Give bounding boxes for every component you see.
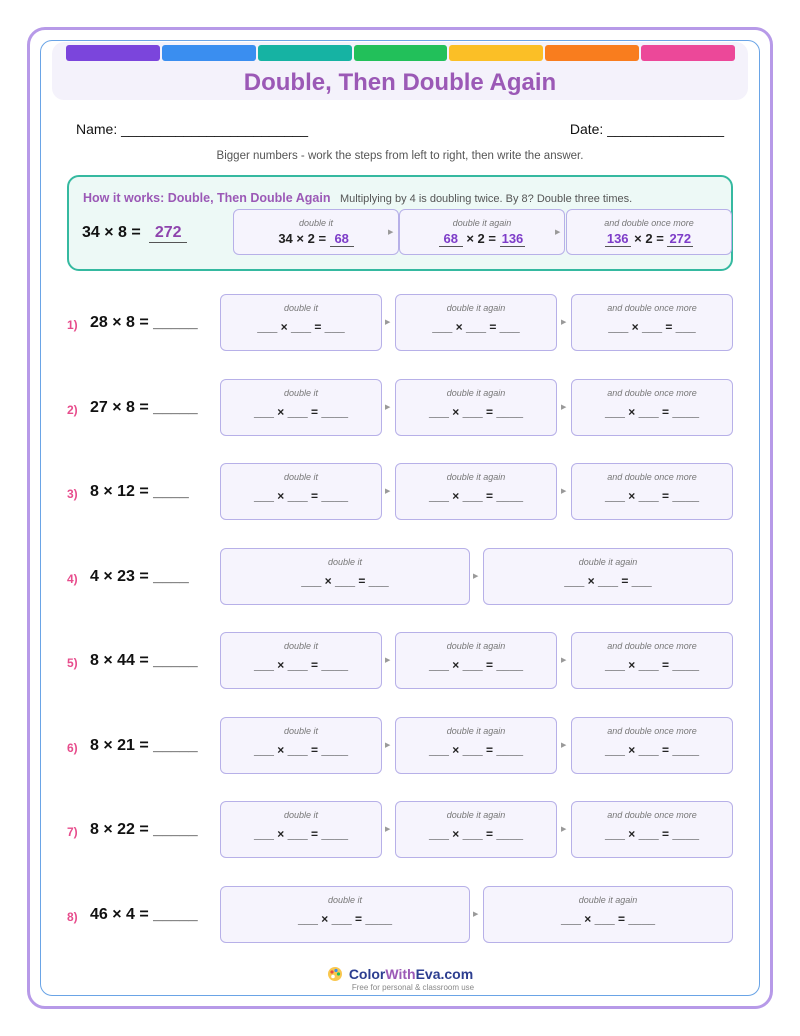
arrow-right-icon: ▶ xyxy=(555,229,561,236)
work-step-box[interactable] xyxy=(571,632,733,689)
work-step-box[interactable] xyxy=(395,801,557,858)
step-label: double it xyxy=(283,810,319,820)
step-blank[interactable]: ___ × ___ = ____ xyxy=(253,489,349,503)
brand-with: With xyxy=(385,966,416,982)
brand-eva: Eva xyxy=(415,966,441,982)
work-step-box[interactable] xyxy=(220,632,382,689)
step-label: double it xyxy=(298,218,334,228)
step-blank[interactable]: ___ × ___ = ____ xyxy=(428,489,524,503)
step-label: double it again xyxy=(446,472,506,482)
work-step-box[interactable] xyxy=(220,294,382,351)
problem-text[interactable]: 8 × 22 = _____ xyxy=(90,821,198,838)
step-blank[interactable]: ___ × ___ = ___ xyxy=(432,320,520,334)
work-step-box[interactable] xyxy=(395,294,557,351)
work-step-box[interactable] xyxy=(395,717,557,774)
problem-text[interactable]: 4 × 23 = ____ xyxy=(90,568,189,585)
problem-text[interactable]: 28 × 8 = _____ xyxy=(90,314,198,331)
tagline: Free for personal & classroom use xyxy=(351,983,475,992)
step-label: and double once more xyxy=(607,388,697,398)
step-blank[interactable]: ___ × ___ = ____ xyxy=(428,743,524,757)
step-blank[interactable]: ___ × ___ = ____ xyxy=(604,827,700,841)
step-result: 272 xyxy=(669,231,692,246)
brand-color: Color xyxy=(348,966,386,982)
step-label: double it xyxy=(283,303,319,313)
arrow-right-icon: ▶ xyxy=(561,488,567,495)
problem-number: 8) xyxy=(67,910,78,924)
step-label: double it again xyxy=(446,726,506,736)
example-answer: 272 xyxy=(149,224,187,243)
work-step-box[interactable] xyxy=(220,379,382,436)
problem-text[interactable]: 8 × 21 = _____ xyxy=(90,737,198,754)
rainbow-segment xyxy=(258,45,352,61)
arrow-right-icon: ▶ xyxy=(561,826,567,833)
problem-text[interactable]: 46 × 4 = _____ xyxy=(90,906,198,923)
step-label: double it again xyxy=(446,303,506,313)
problem-number: 5) xyxy=(67,656,78,670)
step-blank[interactable]: ___ × ___ = ___ xyxy=(301,574,389,588)
arrow-right-icon: ▶ xyxy=(561,657,567,664)
step-label: and double once more xyxy=(607,641,697,651)
arrow-right-icon: ▶ xyxy=(385,742,391,749)
work-step-box[interactable] xyxy=(571,294,733,351)
step-blank[interactable]: ___ × ___ = ____ xyxy=(253,743,349,757)
example-step-box xyxy=(233,209,399,255)
arrow-right-icon: ▶ xyxy=(385,657,391,664)
arrow-right-icon: ▶ xyxy=(561,742,567,749)
palette-icon xyxy=(327,966,343,982)
work-step-box[interactable] xyxy=(220,801,382,858)
arrow-right-icon: ▶ xyxy=(473,573,479,580)
step-label: double it xyxy=(283,726,319,736)
problem-number: 7) xyxy=(67,825,78,839)
brand-dotcom: .com xyxy=(440,966,474,982)
footer xyxy=(0,966,800,992)
problem-text[interactable]: 8 × 12 = ____ xyxy=(90,483,189,500)
rainbow-segment xyxy=(545,45,639,61)
work-step-box[interactable] xyxy=(571,463,733,520)
step-label: double it again xyxy=(578,895,638,905)
step-label: and double once more xyxy=(607,303,697,313)
step-label: double it xyxy=(283,641,319,651)
step-blank[interactable]: ___ × ___ = ____ xyxy=(604,405,700,419)
step-result: 68 xyxy=(330,231,354,247)
step-blank[interactable]: ___ × ___ = ____ xyxy=(428,405,524,419)
step-blank[interactable]: ___ × ___ = ___ xyxy=(257,320,345,334)
step-blank[interactable]: ___ × ___ = ____ xyxy=(604,658,700,672)
work-step-box[interactable] xyxy=(220,717,382,774)
step-label: double it again xyxy=(578,557,638,567)
rainbow-segment xyxy=(354,45,448,61)
arrow-right-icon: ▶ xyxy=(385,826,391,833)
step-label: double it xyxy=(283,472,319,482)
problem-number: 1) xyxy=(67,318,78,332)
example-problem-text: 34 × 8 = xyxy=(82,224,141,241)
step-blank[interactable]: ___ × ___ = ____ xyxy=(253,405,349,419)
step-label: and double once more xyxy=(607,726,697,736)
step-label: double it again xyxy=(446,810,506,820)
step-blank[interactable]: ___ × ___ = ____ xyxy=(253,827,349,841)
rainbow-segment xyxy=(162,45,256,61)
step-label: double it xyxy=(327,895,363,905)
step-label: double it again xyxy=(452,218,512,228)
step-blank[interactable]: ___ × ___ = ____ xyxy=(560,912,656,926)
step-a: 68 xyxy=(439,231,463,247)
page-title: Double, Then Double Again xyxy=(243,69,557,96)
step-equation: 68 × 2 = 136 xyxy=(400,231,564,247)
step-equation: 34 × 2 = 68 xyxy=(234,231,398,247)
arrow-right-icon: ▶ xyxy=(388,229,394,236)
example-heading xyxy=(83,191,632,205)
arrow-right-icon: ▶ xyxy=(385,488,391,495)
work-step-box[interactable] xyxy=(220,548,470,605)
instructions: Bigger numbers - work the steps from left to right, then write the answer. xyxy=(216,150,584,162)
problem-text[interactable]: 27 × 8 = _____ xyxy=(90,399,198,416)
step-label: and double once more xyxy=(604,218,694,228)
step-blank[interactable]: ___ × ___ = ____ xyxy=(297,912,393,926)
step-blank[interactable]: ___ × ___ = ____ xyxy=(428,658,524,672)
step-a: 34 xyxy=(278,231,293,246)
step-blank[interactable]: ___ × ___ = ___ xyxy=(608,320,696,334)
arrow-right-icon: ▶ xyxy=(385,404,391,411)
work-step-box[interactable] xyxy=(395,632,557,689)
step-a: 136 xyxy=(606,231,629,246)
step-label: double it xyxy=(283,388,319,398)
work-step-box[interactable] xyxy=(395,379,557,436)
problem-number: 3) xyxy=(67,487,78,501)
step-label: double it again xyxy=(446,388,506,398)
work-step-box[interactable] xyxy=(220,886,470,943)
date-field[interactable]: Date: _______________ xyxy=(569,121,724,137)
step-blank[interactable]: ___ × ___ = ___ xyxy=(564,574,652,588)
work-step-box[interactable] xyxy=(395,463,557,520)
work-step-box[interactable] xyxy=(220,463,382,520)
work-step-box[interactable] xyxy=(483,886,733,943)
step-label: double it again xyxy=(446,641,506,651)
work-step-box[interactable] xyxy=(571,801,733,858)
rainbow-bar xyxy=(66,45,735,61)
work-step-box[interactable] xyxy=(571,717,733,774)
arrow-right-icon: ▶ xyxy=(385,319,391,326)
example-step-box xyxy=(399,209,565,255)
problem-number: 6) xyxy=(67,741,78,755)
step-label: double it xyxy=(327,557,363,567)
arrow-right-icon: ▶ xyxy=(561,319,567,326)
problem-text[interactable]: 8 × 44 = _____ xyxy=(90,652,198,669)
step-blank[interactable]: ___ × ___ = ____ xyxy=(604,489,700,503)
work-step-box[interactable] xyxy=(483,548,733,605)
step-blank[interactable]: ___ × ___ = ____ xyxy=(604,743,700,757)
rainbow-segment xyxy=(449,45,543,61)
example-step-box xyxy=(566,209,732,255)
step-blank[interactable]: ___ × ___ = ____ xyxy=(428,827,524,841)
arrow-right-icon: ▶ xyxy=(561,404,567,411)
example-title: How it works: Double, Then Double Again xyxy=(83,191,331,205)
problem-number: 4) xyxy=(67,572,78,586)
step-label: and double once more xyxy=(607,472,697,482)
problem-number: 2) xyxy=(67,403,78,417)
name-field[interactable]: Name: ________________________ xyxy=(76,121,308,137)
work-step-box[interactable] xyxy=(571,379,733,436)
example-problem xyxy=(82,224,187,243)
step-equation: 136 × 2 = 272 xyxy=(606,231,692,246)
step-b: 2 xyxy=(477,231,485,246)
step-b: 2 xyxy=(307,231,315,246)
rainbow-segment xyxy=(66,45,160,61)
example-description: Multiplying by 4 is doubling twice. By 8? Double three times. xyxy=(339,193,633,205)
step-result: 136 xyxy=(501,231,524,246)
step-blank[interactable]: ___ × ___ = ____ xyxy=(253,658,349,672)
step-label: and double once more xyxy=(607,810,697,820)
rainbow-segment xyxy=(641,45,735,61)
step-b: 2 xyxy=(645,231,653,246)
brand[interactable] xyxy=(0,966,800,982)
arrow-right-icon: ▶ xyxy=(473,911,479,918)
